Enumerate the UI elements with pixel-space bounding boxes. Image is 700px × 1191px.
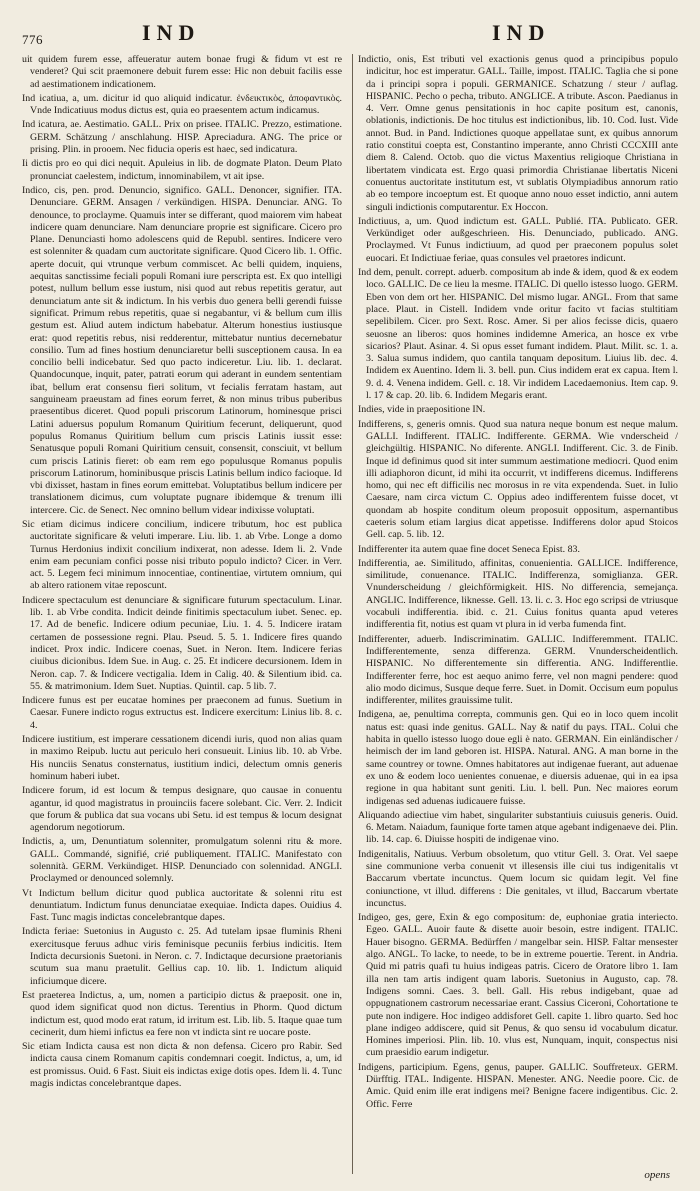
entry-text: Indicere funus est per eucatae homines per praeconem ad funus. Suetium in Caesar. Funere indicto rogus extructus est. Indicere exercitum: Linius lib. 8. c. 4. [22,695,342,731]
dictionary-entry [358,216,678,265]
dictionary-entry [22,926,342,987]
entry-text: Indifferens, s, generis omnis. Quod sua natura neque bonum est neque malum. GALLI. Indifferent. ITALIC. Indifferente. GERMA. Wie vnderscheid / gleichgültig. HISPANIC. No diferente. ANGLI. Indifferent. Cic. 3. de Finib. Inque id definimus quod sit inter summum aestimatione mediocri. Quod enim illi adiaphoron dicunt, id mihi ita occurrit, vt indifferens dicemus. Indifferens homo, qui nec eft difficilis nec morosus in re vita expendenda. Suet. in Iulio Caesare, nam circa victum C. Oppius adeo indifferentem fuisse docet, vt quondam ab hospite conditum oleum proposuit oppositum, aspernantibus caeteris solum etiam largius dicat appetisse. Indifferens dolor apud Stoicos Gell. cap. 5. lib. 12. [358,418,678,541]
dictionary-entry [358,267,678,402]
left-column [22,54,342,1174]
dictionary-entry [22,519,342,593]
dictionary-entry [22,595,342,693]
dictionary-entry [358,419,678,542]
column-divider [352,54,353,1174]
entry-text: Indies, vide in praepositione IN. [358,404,486,416]
page-number: 776 [22,32,43,47]
entry-text: Ind icatura, ae. Aestimatio. GALL. Prix on prisee. ITALIC. Prezzo, estimatione. GERM. Schätzung / anschlahung. HISP. Apreciadura. ANG. The price or prising. Plin. in prooem. Nec fiducia operis est haec, sed indicatura. [22,119,342,156]
entry-text: Aliquando adiectiue vim habet, singulariter substantiuis cuiusuis generis. Ouid. 6. Metam. Naiadum, faunique forte tamen atque agebant indigenaeve dei. Plin. lib. 14. cap. 6. Diuisse hospiti de indigenae vino. [358,809,678,846]
dictionary-entry [358,912,678,1060]
dictionary-entry [22,93,342,118]
entry-text: Ind icatiua, a, um. dicitur id quo aliquid indicatur. ἐνδεικτικὸς, ἀποφαντικὸς. Vnde Indicatiuus modus dictus est, quia eo praesentem actum indicamus. [22,92,342,117]
dictionary-entry [358,849,678,910]
dictionary-entry [22,119,342,156]
entry-text: Indicere spectaculum est denunciare & significare futurum spectaculum. Linar. lib. 1. ab Vrbe condita. Indicit deinde finitimis spectaculum iubet. Senec. ep. 17. Ad de benefic. Indicere odium pecuniae, Liu. 1. 4. 5. Indicere iratam certamen de possessione regni. Plau. Pseud. 5. 5. 1. Indicere fires quando indicet. Prox indic. Indicere coenas, Suet. in Neron. Item. Indicere ferias ciuibus dicionibus. Idem Sue. in Aug. c. 25. Et indicere decursionem. Idem in Neron. cap. 7. & Indicere vectigalia. Idem in Calig. 40. & Silentium ibid. ca. 55. & matrimonium. Idem Suet. Nuptias. Quintil. cap. 5 lib. 7. [22,594,342,692]
dictionary-entry [358,709,678,807]
entry-text: Vt Indictum bellum dicitur quod publica auctoritate & solenni ritu est denuntiatum. Indictum funus denunciatae exequiae. Indicta dapes. Ouidius 4. Fast. Tunc magis indictas concelebrantque dapes. [22,887,342,924]
dictionary-entry [22,54,342,91]
entry-text: Indictiuus, a, um. Quod indictum est. GALL. Publié. ITA. Publicato. GER. Verkündiget oder außgeschrieen. His. Denunciado, publicado. ANG. Proclaymed. Vt Funus indictiuum, ad quod per praeconem populus solet euocari. Et Indictiuae feriae, quas consules vel praetores indicunt. [358,215,678,264]
text-columns [22,54,678,1174]
entry-text: Sic etiam dicimus indicere concilium, indicere tributum, hoc est publica auctoritate significare & veluti imperare. Liu. lib. 1. ab Vrbe. Longe a domo Turnus Herdonius indixit concilium indixerat, non adesse. Idem li. 2. Vnde enim eam pecuniam confici posse nisi tributo populo indicto? Cicer. in Verr. act. 5. Legem feci minimum innocentiae, continentiae, virtutem omnium, qui ab altero rationem vitae reposcunt. [22,518,342,592]
entry-text: Ind dem, penult. corrept. aduerb. compositum ab inde & idem, quod & ex eodem loco. GALLIC. De ce lieu la mesme. ITALIC. Di quello istesso luogo. GERM. Eben von dem ort her. HISPANIC. Del mismo lugar. ANGL. From that same place. Plaut. in Cistell. Indidem vnde oritur facito vt facias stultitiam sepelibilem. Cicer. pro Sext. Rosc. Amer. Si per alios fecisse dicis, quaero seuosne an liberos: quos homines indidemne America, an hosce ex vrbe sicarios? Plaut. Asinar. 4. Si opus esset fumant indidem. Plaut. Milit. sc. 1. a. 3. Salua sumus indidem, quo cantila tanquam depositum. Liuius lib. dec. 4. Indidem ex Auentino. Idem li. 3. bell. pun. Cius indidem erat ex capua. Item l. 9. d. 4. Venena indidem. Gell. c. 18. Vir indidem Lacedaemonius. Item cap. 9. l. 17 & cap. 20. lib. 6. Indidem Megaris erant. [358,267,678,402]
dictionary-entry [22,185,342,517]
dictionary-entry [22,695,342,732]
entry-text: Indictio, onis, Est tributi vel exactionis genus quod a principibus populo indicitur, hoc est imperatur. GALL. Taille, impost. ITALIC. Taglia che si pone da i principi sopra i populi. GERMANICE. Schatzung / steur / auflag. HISPANIC. Pecho o pecha, tributo. ANGLICE. A tribute. Ascon. Paedianus in 4. Verr. Omne genus pensitationis in hoc capite positum est, canonis, oblationis, indictionis. De hoc titulus est indictionibus, lib. 10. Cod. Iust. Vide annot. Bud. in Pand. Indictiones quoque appellatae sunt, ex quibus annorum ratio constitui coepta est, Constantino imperante, anno Christi CCCXIII ante diem 8. Calend. Octob. quo die victus Maxentius religioque Christiana in libertatem vindicata est. Ergo quasi primordia Christianae libertatis Niceni conuentus auctoritate institutum est, vt sublatis Olympiadibus annorum ratio ab eo tempore incoeptum est. Et quoque anno nouo esset indictio, anni autem singuli indictionis computarentur. Ex Hoccon. [358,54,678,213]
dictionary-entry [358,404,678,416]
entry-text: Indigena, ae, penultima correpta, communis gen. Qui eo in loco quem incolit natus est: quasi inde genitus. GALL. Nay & natif du pays. ITAL. Colui che habita in quello istesso luogo doue egli è nato. GERMAN. Ein einländischer / heimisch der im land geboren ist. HISPA. Natural. ANG. A man borne in the same countrey or towne. Omnes habitatores aut indigenae fuerant, aut aduenae ex uno & eodem loco uenientes conuenae, e diuersis aduenae, qui in ea ipsa regione in qua habitant sunt geniti. Liu. l. bell. Pun. Nec maiores eorum indigenas sed aduenas iudicauere fuisse. [358,709,678,807]
dictionary-entry [358,810,678,847]
running-head-left: IND [142,20,201,45]
dictionary-entry [22,888,342,925]
entry-text: Indifferenter ita autem quae fine docet Seneca Epist. 83. [358,543,580,555]
running-head-right: IND [492,20,551,45]
dictionary-entry [358,1062,678,1111]
dictionary-entry [358,634,678,708]
entry-text: Indigeo, ges, gere, Exin & ego compositum: de, euphoniae gratia interiecto. Egeo. GALL. Auoir faute & disette auoir besoin, estre indigent. ITALIC. Hauer bisogno. GERMA. Bedürffen / mangelbar sein. HISP. Faltar mensester algo. ANGL. To lacke, to neede, to be in extreme pouertie. Terent. in Andria. Quid mi patris quafi tu huius indigeas patris. Cicero de Oratore libro 1. Iam illa nen tam artis indigent quam laboris. Suetonius in Augusto, cap. 78. Indigens somni. Caes. 3. bell. Gall. His rebus indigebant, quae ad oppugnationem castrorum necessariae erant. Cassius Ciceroni, Cohortatione te pute non indigere. Hoc indigeo addisforet Gell. capite 1. libro quarto. Sed hoc plane indigeo addiscere, quid sit Penus, & quo sensu id vocabulum dicatur. Homines imperiosi. Plin. lib. 10. vlus est, Nunquam, inquit, conspectus nisi cum praesidio earum indigetur. [358,912,678,1059]
entry-text: uit quidem furem esse, affeueratur autem bonae frugi & fidum vt est re venderet? Qui scit praemonere debuit furem esse: Hic non debuit facilis esse ad aestimationem indicationem. [22,54,342,90]
entry-text: Indicta feriae: Suetonius in Augusto c. 25. Ad tutelam ipsae fluminis Rheni exercitusque feruus adhuc viris feminisque pecuniis ferbius indicitis. Item Indicta decursionis Suetoni. in Neron. c. 7. Indictaque decursione praetorianis scutum sua manu praetulit. Gellius cap. 10. lib. 1. Indictum aliquid inficiumque dicere. [22,926,342,987]
entry-text: Est praeterea Indictus, a, um, nomen a participio dictus & praeposit. one in, quod idem significat quod non dictus. Terentius in Phorm. Quod dictum indictum est, quod modo erat ratum, id irritum est. Lib. lib. 5. Itaque quae tum cecinerit, dum hiemi infictus ea fere non vt indicta sint re uocare poste. [22,989,342,1038]
dictionary-entry [22,158,342,183]
dictionary-entry [358,544,678,556]
entry-text: Indigenitalis, Natiuus. Verbum obsoletum, quo vtitur Gell. 3. Orat. Vel saepe sine communione verba conuenit vt illesensis ille ciui tus indigenitalis vt Baccarum vbertate incunctus. Quem locum sic quidam legit. Vel fine coniunctione, vt illud. differens : Die genitales, vt illud, Baccarum vbertate incunctus. [358,848,678,909]
right-column [358,54,678,1174]
entry-text: Indifferentia, ae. Similitudo, affinitas, conuenientia. GALLICE. Indifference, similitude, conuenance. ITALIC. Indifferenza, somiglianza. GER. Vnunderscheidung / gleichförmigkeit. HIS. No differencia, semejança. ANGLIC. Indifference, liknesse. Gell. 13. li. c. 3. Hoc ego scripsi de vtriusque vocabuli indifferentia. ibid. c. 21. Cuius fonitus quanta apud veteres indifferentia fit, notius est quam vt plura in id verba fumenda fint. [358,557,678,631]
entry-text: Sic etiam Indicta causa est non dicta & non defensa. Cicero pro Rabir. Sed indicta causa cinem Romanum capitis condemnari coegit. Indictus, a, um, id est promissus. Ouid. 6 Fast. Siuit eis indictas exige dotis opes. Idem li. 4. Tunc magis indictas concelebrantque dapes. [22,1041,342,1090]
entry-text: Indicere forum, id est locum & tempus designare, quo causae in conuentu agantur, id quod magistratus in prouinciis facere solebant. Cic. Verr. 2. Indicit que forum & publica dat sua vocans ubi Setu. id est tempus & locum designat agendorum negotiorum. [22,785,342,834]
dictionary-entry [22,1041,342,1090]
dictionary-entry [22,785,342,834]
dictionary-entry [358,54,678,214]
dictionary-entry [22,734,342,783]
entry-text: Indicere iustitium, est imperare cessationem dicendi iuris, quod non alias quam in maximo Reipub. luctu aut periculo heri consueuit. Linius lib. 10. ab Vrbe. His nunciis Senatus consternatus, iustitium indici, delectum omnis generis hominum haberi iubet. [22,734,342,782]
dictionary-entry [22,990,342,1039]
entry-text: Indigens, participium. Egens, genus, pauper. GALLIC. Souffreteux. GERM. Dürfftig. ITAL. Indigente. HISPAN. Menester. ANG. Needie poore. Cic. de Amic. Quid enim ille erat indigens mei? Benigne facere indigentibus. Cic. 2. Offic. Ferre [358,1061,678,1110]
entry-text: Indictis, a, um, Denuntiatum solenniter, promulgatum solenni ritu & more. GALL. Commandé, signifié, crié publiquement. ITALIC. Manifestato con solennità. GERM. Verkündiget. HISP. Denunciado con solennidad. ANGLI. Proclaymed or denounced solemnly. [22,836,342,885]
dictionary-entry [358,558,678,632]
page-header [22,18,678,48]
entry-text: Ii dictis pro eo qui dici nequit. Apuleius in lib. de dogmate Platon. Deum Plato pronunciat caelestem, indictum, innominabilem, vt ait ipse. [22,158,342,182]
catchword: opens [644,1169,670,1181]
dictionary-entry [22,836,342,885]
entry-text: Indifferenter, aduerb. Indiscriminatim. GALLIC. Indifferemment. ITALIC. Indifferentemente, senza differenza. GERM. Vnunderscheidentlich. HISPANIC. No differentemente sin differentia. ANG. Indifferentlie. Indifferenter ferre, hoc est aequo animo ferre, vel non magni pendere: quod alio modo dicimus, Susque deque ferre. Suet. in Domit. Occisum eum populus indifferenter, milites grauissime tulit. [358,633,678,707]
entry-text: Indico, cis, pen. prod. Denuncio, significo. GALL. Denoncer, signifier. ITA. Denunciare. GERM. Ansagen / verkündigen. HISPA. Denunciar. ANG. To denounce, to proclayme. Quamuis inter se differant, quod maiorem vim habeat indicere quam denunciare. Nam denunciare proprie est significare. Cicero pro Plane. Denunciasti homo adolescens quid de Republ. sentires. Indicere vero est solenniter & quadam cum auctoritate significare. Quod Cicero lib. 1. Offic. aperte docuit, qui vtrunque verbum commiscet. Ac belli quidem, inquiens, aequitas sanctissime feciali populi Romani iure perscripta est. Ex quo intelligi potest, nullum bellum esse iustum, nisi quod aut rebus repetitis geratur, aut denunciatum ante sit & indictum. In his verbis duo genera belli gerendi fuisse significat. Primum rebus repetitis, quae si negabantur, vi & bellum cum illis gestum est. Aliud autem indictum habebatur. Alterum honestius iustiusque erat: quod repetitis rebus, nisi redderentur, mittebatur nuntius decernebatur consilio. Tum ad fines hostium denunciaretur belli susceptionem causa. In ea concilio belli indicebatur. Sed quo pacto indiceretur. Liu. lib. 1. declarat. Quandocunque, inquit, pater, patrati eorum qui aderant in eundem sententiam ibat, bellum erat consensu fieri solitum, vt fecialis ferratam hastam, aut sanguineam praeustam ad fines eorum ferret, & non minus tribus puberibus praesentibus diceret. Quod populi priscorum Latinorum, hominesque prisci Latini aduersus populum Romanum Quiritium fecerunt, deliquerunt, quod populus Romanus Quiritium bellum cum priscis Latinis iussit esse: Senatusque populi Romani Quiritium censuit, consensit, consciuit, vt bellum cum priscis Latinis fieret: ob eam rem ego populusque Romanus populis priscorum Latinorum, hominibusque priscis Latinis bellum indico facioque. Id vbi dixisset, hastam in fines eorum emittebat. Voluptatibus bellum indicere per translationem dicimus, cum voluptate pugnare ibidemque & trenum illi intercere. Cic. de Senect. Nec omnino bellum videar indixisse voluptati. [22,184,342,516]
